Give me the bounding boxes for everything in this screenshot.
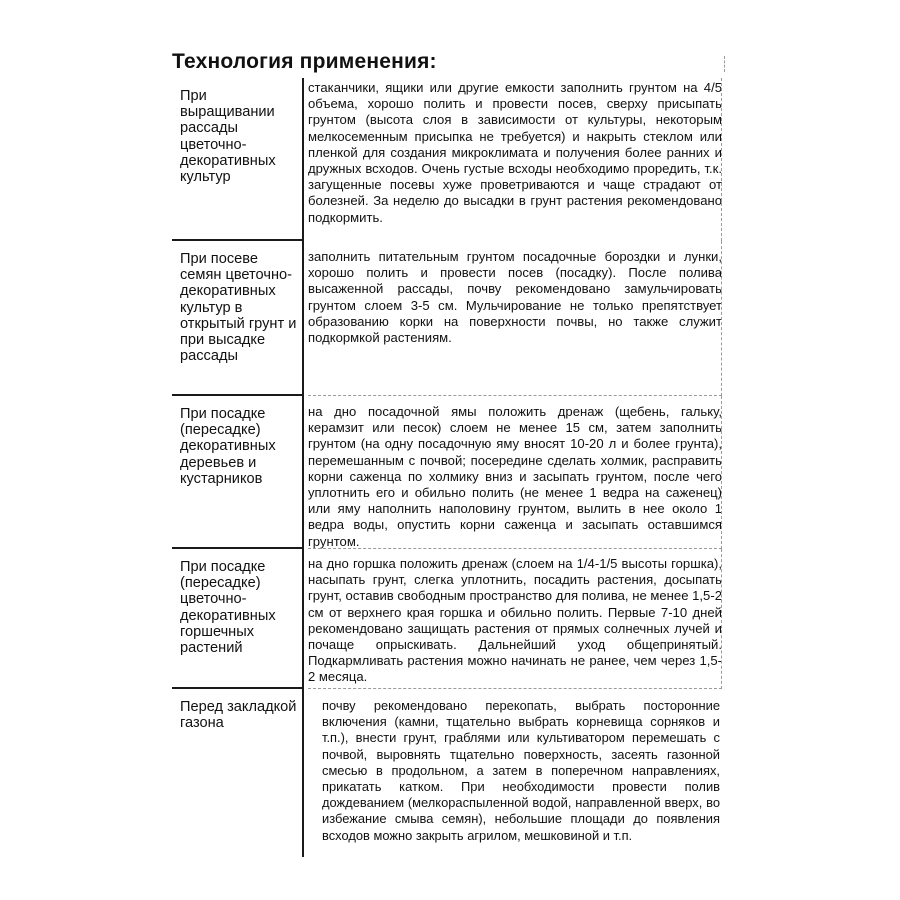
row-text: [308, 396, 722, 549]
row-text-content: стаканчики, ящики или другие емкости заполнить грунтом на 4/5 объема, хорошо полить и провести посев, сверху присыпать грунтом (высота слоя в зависимости от культуры, некоторым мелкосеменным присыпка не требуется) и накрыть стеклом или пленкой для создания микроклимата и получения более ранних и дружных всходов. Очень густые всходы необходимо проредить, т.к. загущенные посевы хуже проветриваются и чаще страдают от болезней. За неделю до высадки в грунт растения рекомендовано подкормить.: [308, 80, 722, 225]
row-text: [322, 689, 720, 857]
row-text-content: заполнить питательным грунтом посадочные бороздки и лунки, хорошо полить и провести посев (посадку). После полива высаженной рассады, почву рекомендовано замульчировать грунтом слоем 3-5 см. Мульчирование не только препятствует образованию корки на поверхности почвы, но также служит подкормкой растениям.: [308, 249, 722, 346]
row-label: При выращивании рассады цветочно-декоративных культур: [172, 78, 304, 241]
row-text-content: на дно горшка положить дренаж (слоем на 1/4-1/5 высоты горшка), насыпать грунт, слегка уплотнить, посадить растения, досыпать грунт, оставив свободным пространство для полива, не менее 1,5-2 см от верхнего края горшка и обильно полить. Первые 7-10 дней рекомендовано защищать растения от прямых солнечных лучей и почаще опрыскивать. Дальнейший уход общепринятый. Подкармливать растения можно начинать не ранее, чем через 1,5-2 месяца.: [308, 556, 722, 685]
column-divider: [721, 78, 722, 241]
column-divider: [721, 396, 722, 549]
row-label: При посеве семян цветочно-декоративных культур в открытый грунт и при высадке рассады: [172, 241, 304, 396]
row-text: [308, 549, 722, 689]
row-label: Перед закладкой газона: [172, 689, 304, 857]
column-divider: [721, 241, 722, 396]
page-title: Технология применения:: [172, 50, 437, 73]
title-divider: [724, 56, 725, 72]
table-row: [172, 396, 724, 549]
row-text-content: почву рекомендовано перекопать, выбрать посторонние включения (камни, тщательно выбрать корневища сорняков и т.п.), внести грунт, граблями или культиватором перемешать с почвой, выровнять тщательно поверхность, засеять газонной смесью в продольном, а затем в поперечном направлениях, прикатать катком. При необходимости провести полив дождеванием (мелкораспыленной водой, направленной вверх, во избежание смыва семян), небольшие площади до появления всходов можно закрыть агрилом, мешковиной и т.п.: [322, 698, 720, 843]
table-row: [172, 241, 724, 396]
table-row: [172, 78, 724, 241]
row-label: При посадке (пересадке) декоративных деревьев и кустарников: [172, 396, 304, 549]
column-divider: [721, 549, 722, 689]
row-text-content: на дно посадочной ямы положить дренаж (щебень, гальку, керамзит или песок) слоем не менее 15 см, затем заполнить грунтом (на одну посадочную яму вносят 10-20 л и более грунта), перемешанным с почвой; посередине сделать холмик, расправить корни саженца по холмику вниз и засыпать грунтом, после чего уплотнить его и обильно полить (не менее 1 ведра на саженец) или яму наполнить наполовину грунтом, вылить в нее около 1 ведра воды, опустить корни саженца и засыпать оставшимся грунтом.: [308, 404, 722, 549]
table-row: [172, 689, 724, 857]
table-row: [172, 549, 724, 689]
row-text: [308, 241, 722, 396]
row-label: При посадке (пересадке) цветочно-декоративных горшечных растений: [172, 549, 304, 689]
row-text: [308, 78, 722, 241]
